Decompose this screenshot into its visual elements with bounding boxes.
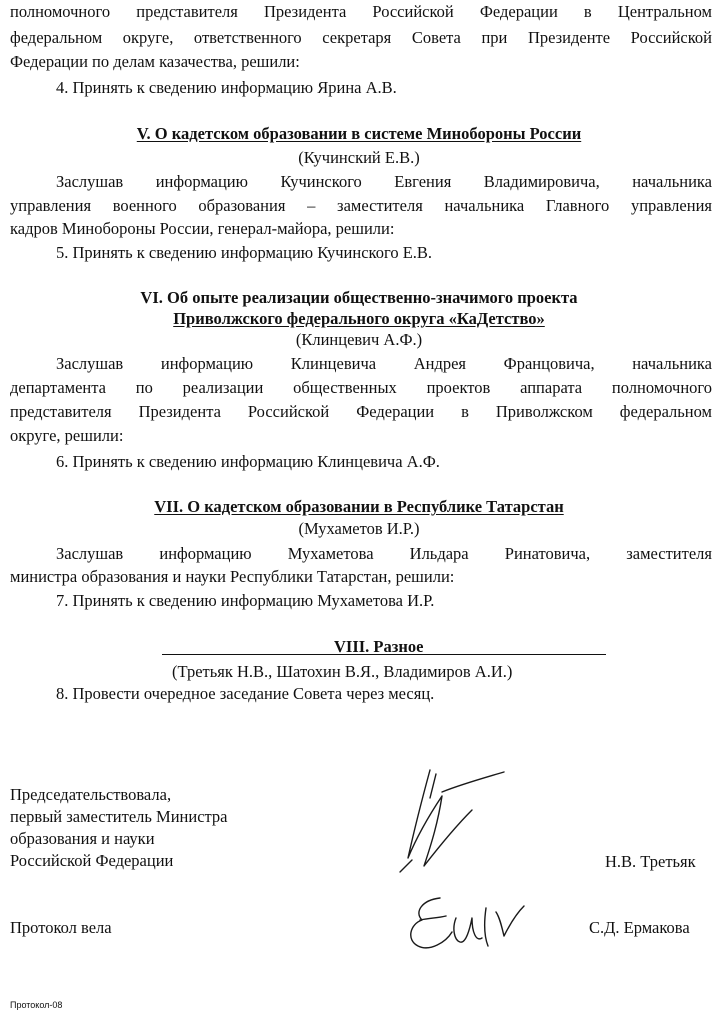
chair-name: Н.В. Третьяк [605, 852, 696, 871]
section-7-heading: VII. О кадетском образовании в Республике Татарстан [154, 497, 564, 516]
section-7-body-2: министра образования и науки Республики Татарстан, решили: [10, 567, 455, 586]
section-6-body-3: представителя Президента Российской Федерации в Приволжском федеральном [10, 402, 712, 421]
chair-title-block [10, 784, 228, 872]
section-6-body-2: департамента по реализации общественных проектов аппарата полномочного [10, 378, 712, 397]
section-6-body-1: Заслушав информацию Клинцевича Андрея Францовича, начальника [56, 354, 712, 373]
document-footer: Протокол-08 [10, 1000, 63, 1010]
chair-line-3: образования и науки [10, 829, 155, 848]
chair-line-4: Российской Федерации [10, 851, 174, 870]
intro-line-1: полномочного представителя Президента Российской Федерации в Центральном [10, 2, 712, 21]
section-5-heading: V. О кадетском образовании в системе Минобороны России [136, 124, 582, 143]
chair-signature [372, 762, 512, 882]
decision-4: 4. Принять к сведению информацию Ярина А.В. [56, 78, 397, 97]
secretary-label: Протокол вела [10, 918, 112, 937]
section-5-body-2: управления военного образования – заместителя начальника Главного управления [10, 196, 712, 215]
section-5-speaker: (Кучинский Е.В.) [298, 148, 420, 167]
section-6-heading-1: VI. Об опыте реализации общественно-значимого проекта [140, 288, 578, 307]
decision-7: 7. Принять к сведению информацию Мухаметова И.Р. [56, 591, 435, 610]
section-8-heading: VIII. Разное [334, 637, 424, 656]
section-6-speaker: (Клинцевич А.Ф.) [295, 330, 423, 349]
chair-line-2: первый заместитель Министра [10, 807, 228, 826]
intro-line-2: федеральном округе, ответственного секретаря Совета при Президенте Российской [10, 28, 712, 47]
decision-5: 5. Принять к сведению информацию Кучинского Е.В. [56, 243, 433, 262]
secretary-name: С.Д. Ермакова [589, 918, 690, 937]
section-7-body-1: Заслушав информацию Мухаметова Ильдара Ринатовича, заместителя [56, 544, 712, 563]
section-5-body-1: Заслушав информацию Кучинского Евгения Владимировича, начальника [56, 172, 712, 191]
section-6-heading-2: Приволжского федерального округа «КаДетство» [173, 309, 545, 328]
secretary-signature [400, 888, 530, 968]
section-5-body-3: кадров Минобороны России, генерал-майора, решили: [10, 219, 395, 238]
decision-8: 8. Провести очередное заседание Совета через месяц. [56, 684, 435, 703]
intro-line-3: Федерации по делам казачества, решили: [10, 52, 300, 71]
section-6-body-4: округе, решили: [10, 426, 124, 445]
decision-6: 6. Принять к сведению информацию Клинцевича А.Ф. [56, 452, 440, 471]
section-8-speakers: (Третьяк Н.В., Шатохин В.Я., Владимиров А.И.) [172, 662, 513, 681]
chair-line-1: Председательствовала, [10, 785, 172, 804]
section-7-speaker: (Мухаметов И.Р.) [298, 519, 420, 538]
